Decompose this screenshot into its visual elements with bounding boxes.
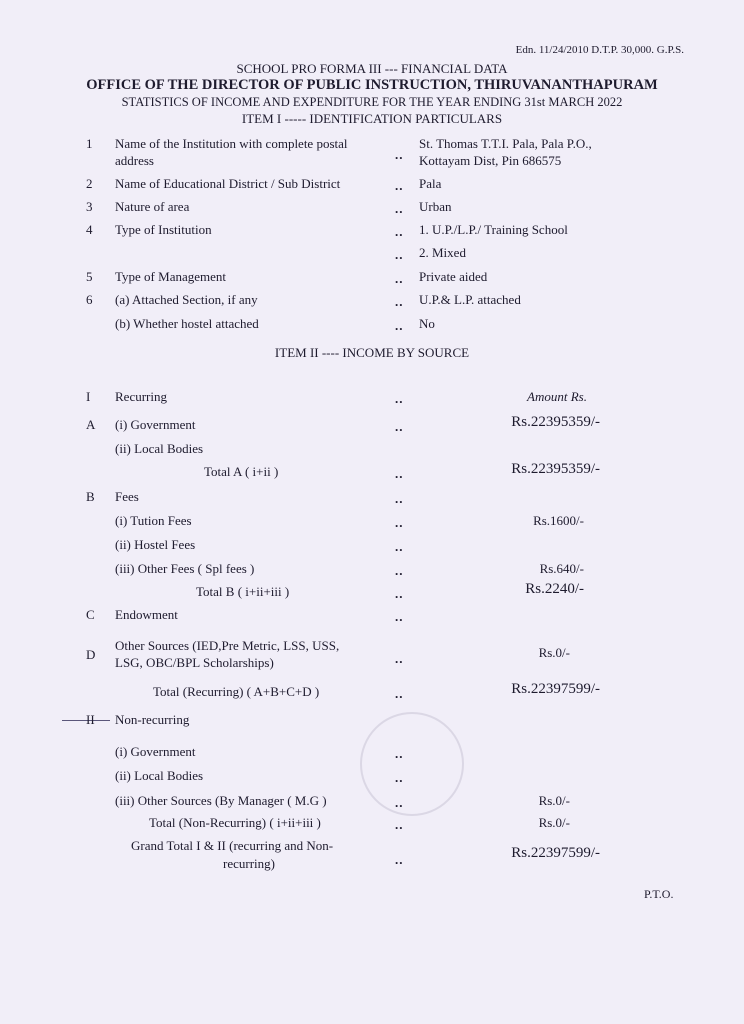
separator-dots: ..	[395, 318, 404, 333]
separator-dots: ..	[395, 247, 404, 262]
row-number: 6	[86, 292, 93, 307]
nr-government-label: (i) Government	[115, 744, 196, 759]
row-label: Name of the Institution with complete postal	[115, 136, 348, 151]
row-number: 2	[86, 176, 93, 191]
separator-dots: ..	[395, 651, 404, 666]
separator-dots: ..	[395, 201, 404, 216]
row-label: Type of Institution	[115, 222, 212, 237]
separator-dots: ..	[395, 817, 404, 832]
total-a-amount: Rs.22395359/-	[511, 461, 600, 477]
item1-title: ITEM I ----- IDENTIFICATION PARTICULARS	[241, 111, 503, 126]
separator-dots: ..	[395, 795, 404, 810]
pto-note: P.T.O.	[644, 887, 674, 901]
separator-dots: ..	[395, 515, 404, 530]
recurring-label: Recurring	[115, 389, 167, 404]
separator-dots: ..	[395, 419, 404, 434]
separator-dots: ..	[395, 271, 404, 286]
separator-dots: ..	[395, 294, 404, 309]
nr-other-sources-amount: Rs.0/-	[538, 793, 570, 808]
row-label: Nature of area	[115, 199, 190, 214]
nr-other-sources-label: (iii) Other Sources (By Manager ( M.G )	[115, 793, 327, 808]
separator-dots: ..	[395, 491, 404, 506]
other-fees-amount: Rs.640/-	[539, 561, 584, 576]
local-bodies-label: (ii) Local Bodies	[115, 441, 204, 456]
institution-type-value: 2. Mixed	[419, 245, 466, 260]
amount-heading: Amount Rs.	[527, 389, 587, 404]
total-a-label: Total A ( i+ii )	[204, 464, 279, 479]
tuition-fees-amount: Rs.1600/-	[533, 513, 584, 528]
district-value: Pala	[419, 176, 442, 191]
separator-dots: ..	[395, 178, 404, 193]
separator-dots: ..	[395, 686, 404, 701]
separator-dots: ..	[395, 586, 404, 601]
row-label: Type of Management	[115, 269, 226, 284]
total-non-recurring-label: Total (Non-Recurring) ( i+ii+iii )	[149, 815, 321, 830]
row-label: address	[115, 153, 154, 168]
separator-dots: ..	[395, 852, 404, 867]
total-b-label: Total B ( i+ii+iii )	[196, 584, 290, 599]
section-letter: A	[86, 417, 96, 432]
separator-dots: ..	[395, 563, 404, 578]
row-label: (a) Attached Section, if any	[115, 292, 258, 307]
endowment-label: Endowment	[115, 607, 178, 622]
row-number: 1	[86, 136, 93, 151]
area-value: Urban	[419, 199, 452, 214]
separator-dots: ..	[395, 770, 404, 785]
institution-type-value: 1. U.P./L.P./ Training School	[419, 222, 568, 237]
other-sources-label: LSG, OBC/BPL Scholarships)	[115, 655, 274, 670]
section-letter: C	[86, 607, 95, 622]
fees-label: Fees	[115, 489, 139, 504]
nr-local-bodies-label: (ii) Local Bodies	[115, 768, 204, 783]
separator-dots: ..	[395, 391, 404, 406]
other-sources-amount: Rs.0/-	[538, 645, 570, 660]
other-sources-label: Other Sources (IED,Pre Metric, LSS, USS,	[115, 638, 340, 653]
management-value: Private aided	[419, 269, 488, 284]
government-label: (i) Government	[115, 417, 196, 432]
non-recurring-label: Non-recurring	[115, 712, 190, 727]
institution-name: St. Thomas T.T.I. Pala, Pala P.O.,	[419, 136, 592, 151]
attached-section-value: U.P.& L.P. attached	[419, 292, 521, 307]
section-number: I	[86, 389, 91, 404]
total-b-amount: Rs.2240/-	[525, 581, 584, 597]
government-amount: Rs.22395359/-	[511, 414, 600, 430]
separator-dots: ..	[395, 539, 404, 554]
total-non-recurring-amount: Rs.0/-	[538, 815, 570, 830]
total-recurring-amount: Rs.22397599/-	[511, 681, 600, 697]
institution-address: Kottayam Dist, Pin 686575	[419, 153, 562, 168]
section-letter: B	[86, 489, 95, 504]
edition-note: Edn. 11/24/2010 D.T.P. 30,000. G.P.S.	[515, 44, 684, 56]
separator-dots: ..	[395, 746, 404, 761]
row-number: 5	[86, 269, 93, 284]
separator-dots: ..	[395, 609, 404, 624]
row-number: 3	[86, 199, 93, 214]
other-fees-label: (iii) Other Fees ( Spl fees )	[115, 561, 255, 576]
separator-dots: ..	[395, 224, 404, 239]
total-recurring-label: Total (Recurring) ( A+B+C+D )	[153, 684, 320, 699]
section-number: II	[86, 712, 95, 727]
hostel-value: No	[419, 316, 435, 331]
separator-dots: ..	[395, 147, 404, 162]
row-label: Name of Educational District / Sub District	[115, 176, 341, 191]
row-number: 4	[86, 222, 93, 237]
section-letter: D	[86, 647, 96, 662]
tuition-fees-label: (i) Tution Fees	[115, 513, 192, 528]
item2-title: ITEM II ---- INCOME BY SOURCE	[274, 345, 470, 360]
grand-total-label: recurring)	[223, 856, 275, 871]
statistics-title: STATISTICS OF INCOME AND EXPENDITURE FOR THE YEAR ENDING 31st MARCH 2022	[121, 95, 623, 109]
grand-total-label: Grand Total I & II (recurring and Non-	[131, 838, 334, 853]
faint-seal-stamp	[360, 712, 464, 816]
grand-total-amount: Rs.22397599/-	[511, 845, 600, 861]
hostel-fees-label: (ii) Hostel Fees	[115, 537, 196, 552]
row-label: (b) Whether hostel attached	[115, 316, 259, 331]
separator-dots: ..	[395, 466, 404, 481]
office-title: OFFICE OF THE DIRECTOR OF PUBLIC INSTRUCTION, THIRUVANANTHAPURAM	[86, 77, 658, 93]
proforma-title: SCHOOL PRO FORMA III --- FINANCIAL DATA	[236, 61, 508, 76]
